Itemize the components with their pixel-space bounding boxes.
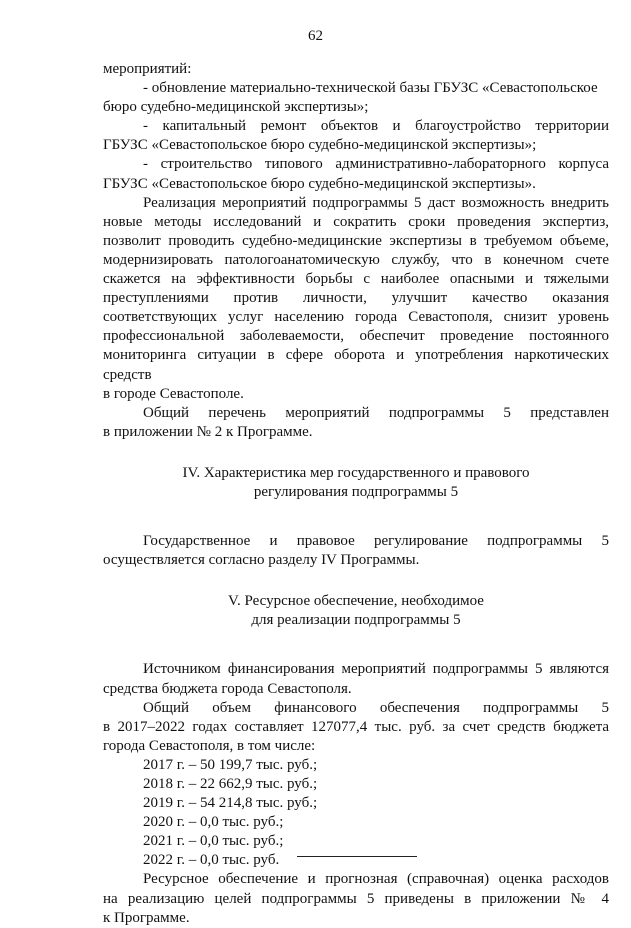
paragraph-line: скажется на эффективности борьбы с наиболее опасными и тяжелыми [103, 271, 609, 288]
funding-year-2021: 2021 г. – 0,0 тыс. руб.; [143, 833, 284, 850]
paragraph-line: Государственное и правовое регулирование подпрограммы 5 [143, 533, 609, 550]
text-line: мероприятий: [103, 61, 192, 77]
list-item: - обновление материально-технической базы ГБУЗС «Севастопольское [143, 80, 598, 97]
paragraph-line: профессиональной заболеваемости, обеспечит проведение постоянного [103, 328, 609, 345]
funding-year-2022: 2022 г. – 0,0 тыс. руб. [143, 852, 280, 869]
paragraph-line: преступлениями против личности, улучшит качество оказания [103, 290, 609, 307]
funding-year-2020: 2020 г. – 0,0 тыс. руб.; [143, 814, 284, 831]
paragraph-line: осуществляется согласно разделу IV Программы. [103, 552, 420, 569]
document-body [103, 60, 609, 928]
paragraph-line: Общий перечень мероприятий подпрограммы 5 представлен [143, 404, 609, 421]
section-heading: регулирования подпрограммы 5 [253, 483, 459, 500]
paragraph-line: города Севастополя, в том числе: [103, 737, 316, 754]
paragraph-line: в 2017–2022 годах составляет 127077,4 тыс. руб. за счет средств бюджета [103, 718, 609, 735]
list-item: - строительство типового административно-лабораторного корпуса [143, 156, 609, 173]
paragraph-line: новые методы исследований и сократить сроки проведения экспертиз, [103, 213, 609, 230]
paragraph-line: Источником финансирования мероприятий подпрограммы 5 являются [143, 661, 609, 678]
section-heading: для реализации подпрограммы 5 [251, 612, 461, 629]
paragraph-line: средства бюджета города Севастополя. [103, 680, 352, 697]
section-heading: IV. Характеристика мер государственного и правового [182, 464, 530, 481]
list-item: - капитальный ремонт объектов и благоустройство территории [143, 118, 609, 135]
text-line: ГБУЗС «Севастопольское бюро судебно-медицинской экспертизы»; [103, 137, 537, 154]
paragraph-line: позволит проводить судебно-медицинские экспертизы в требуемом объеме, [103, 232, 609, 249]
section-heading: V. Ресурсное обеспечение, необходимое [228, 593, 484, 610]
text-line: ГБУЗС «Севастопольское бюро судебно-медицинской экспертизы». [103, 175, 536, 192]
paragraph-line: в городе Севастополе. [103, 385, 244, 402]
paragraph-line: Реализация мероприятий подпрограммы 5 даст возможность внедрить [143, 194, 609, 211]
paragraph-line: мониторинга ситуации в сфере оборота и употребления наркотических средств [103, 347, 609, 383]
paragraph-line: на реализацию целей подпрограммы 5 приведены в приложении № 4 [103, 890, 609, 907]
paragraph-line: соответствующих услуг населению города Севастополя, снизит уровень [103, 309, 609, 326]
paragraph-line: модернизировать патологоанатомическую службу, что в конечном счете [103, 251, 609, 268]
funding-year-2018: 2018 г. – 22 662,9 тыс. руб.; [143, 776, 318, 792]
paragraph-line: к Программе. [103, 909, 190, 926]
page-number: 62 [308, 28, 323, 44]
paragraph-line: Общий объем финансового обеспечения подпрограммы 5 [143, 699, 609, 716]
paragraph-line: Ресурсное обеспечение и прогнозная (справочная) оценка расходов [143, 871, 609, 888]
text-line: бюро судебно-медицинской экспертизы»; [103, 99, 369, 116]
funding-year-2017: 2017 г. – 50 199,7 тыс. руб.; [143, 756, 318, 773]
funding-year-2019: 2019 г. – 54 214,8 тыс. руб.; [143, 795, 318, 812]
bottom-divider [297, 856, 417, 857]
paragraph-line: в приложении № 2 к Программе. [103, 423, 313, 440]
